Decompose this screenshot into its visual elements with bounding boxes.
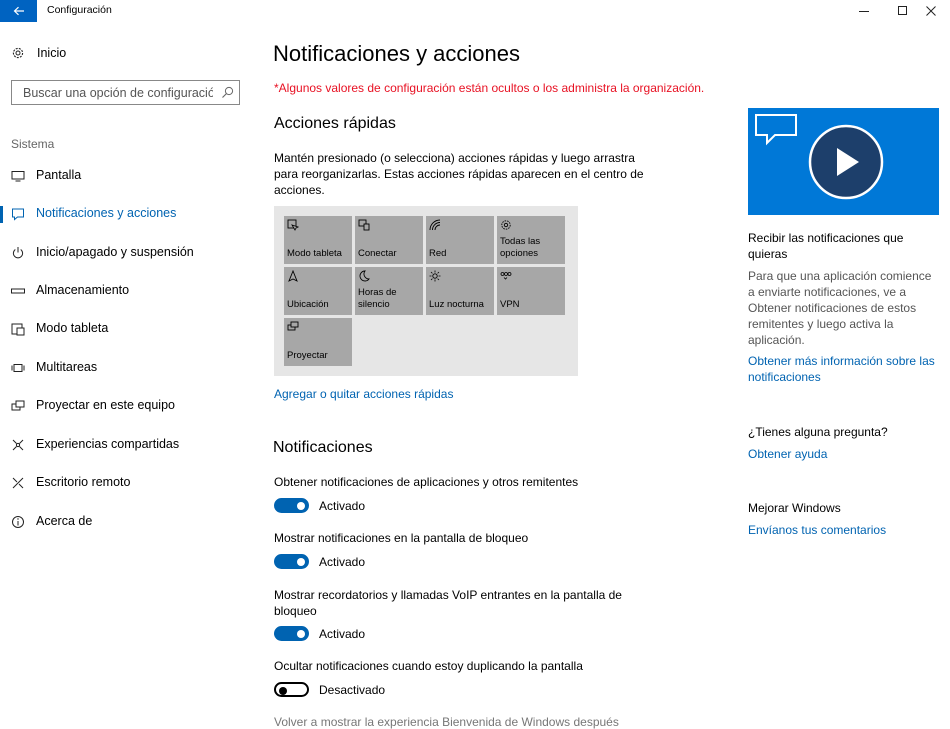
close-button[interactable] <box>912 0 950 22</box>
help-video[interactable] <box>748 108 939 215</box>
close-icon <box>926 6 936 16</box>
quick-action-tile[interactable] <box>355 267 423 315</box>
tile-label: Luz nocturna <box>429 299 484 310</box>
quick-action-tile[interactable] <box>426 267 494 315</box>
tile-label: Ubicación <box>287 299 329 310</box>
toggle-knob <box>297 558 305 566</box>
policy-warning: *Algunos valores de configuración están ocultos o los administra la organización. <box>274 81 705 95</box>
notifications-heading: Notificaciones <box>273 439 373 456</box>
sidebar-item-escritorio-remoto[interactable] <box>0 470 250 496</box>
sidebar-group-label: Sistema <box>11 137 55 151</box>
tablet-mode-icon <box>287 219 299 231</box>
sidebar-item-acerca-de[interactable] <box>0 509 250 535</box>
sidebar-item-label: Multitareas <box>36 360 98 374</box>
play-icon <box>748 108 939 215</box>
sidebar-item-modo-tableta[interactable] <box>0 316 250 342</box>
quick-action-tile[interactable] <box>284 267 352 315</box>
setting-label: Mostrar recordatorios y llamadas VoIP entrantes en la pantalla de bloqueo <box>274 588 622 618</box>
sidebar-item-multitareas[interactable] <box>0 355 250 381</box>
quick-action-tile[interactable] <box>284 216 352 264</box>
arrow-left-icon <box>13 6 25 16</box>
project-icon <box>11 399 25 413</box>
search-icon[interactable] <box>221 86 234 99</box>
get-help-link[interactable]: Obtener ayuda <box>748 447 828 461</box>
notification-icon <box>11 207 25 221</box>
edit-quick-actions-link[interactable]: Agregar o quitar acciones rápidas <box>274 387 454 401</box>
minimize-icon <box>859 6 869 16</box>
improve-heading: Mejorar Windows <box>748 501 841 515</box>
toggle-state: Activado <box>319 499 366 513</box>
sidebar-item-label: Inicio/apagado y suspensión <box>36 245 194 259</box>
quick-action-tile[interactable] <box>284 318 352 366</box>
toggle-knob <box>297 630 305 638</box>
sidebar-item-label: Proyectar en este equipo <box>36 398 175 412</box>
tile-label: VPN <box>500 299 520 310</box>
monitor-icon <box>11 169 25 183</box>
quick-actions-description: Mantén presionado (o selecciona) acciones rápidas y luego arrastra para reorganizarlas. Estas acciones rápidas aparecen en el centro de acciones. <box>274 151 644 197</box>
app-title: Configuración <box>47 4 112 16</box>
sidebar-item-almacenamiento[interactable] <box>0 278 250 304</box>
minimize-button[interactable] <box>845 0 883 22</box>
setting-label: Mostrar notificaciones en la pantalla de bloqueo <box>274 531 529 545</box>
maximize-icon <box>898 6 908 16</box>
tile-label: Modo tableta <box>287 248 342 259</box>
setting-label-cutoff: Volver a mostrar la experiencia Bienvenida de Windows después <box>274 715 619 729</box>
connect-icon <box>358 219 370 231</box>
power-icon <box>11 246 25 260</box>
sidebar-item-label: Notificaciones y acciones <box>36 206 177 220</box>
toggle-state: Desactivado <box>319 683 386 697</box>
back-button[interactable] <box>0 0 37 22</box>
storage-icon <box>11 284 25 298</box>
question-heading: ¿Tienes alguna pregunta? <box>748 425 888 439</box>
project-icon <box>287 321 299 333</box>
tablet-icon <box>11 322 25 336</box>
title-bar <box>0 0 950 22</box>
sidebar-item-proyectar[interactable] <box>0 393 250 419</box>
sidebar-item-notificaciones[interactable] <box>0 201 250 227</box>
toggle-state: Activado <box>319 627 366 641</box>
multitask-icon <box>11 361 25 375</box>
hide-when-duplicating-toggle[interactable] <box>274 682 309 697</box>
vpn-icon <box>500 270 512 282</box>
tile-label: Horas de silencio <box>358 287 397 310</box>
lockscreen-notifications-toggle[interactable] <box>274 554 309 569</box>
quick-action-tile[interactable] <box>497 267 565 315</box>
sidebar-item-label: Modo tableta <box>36 321 109 335</box>
quick-action-tile[interactable] <box>426 216 494 264</box>
toggle-state: Activado <box>319 555 366 569</box>
sidebar-home[interactable] <box>11 46 66 60</box>
quick-action-tile[interactable] <box>497 216 565 264</box>
search-input[interactable] <box>21 85 215 101</box>
page-title: Notificaciones y acciones <box>273 41 521 66</box>
video-heading: Recibir las notificaciones que quieras <box>748 231 904 261</box>
setting-label: Ocultar notificaciones cuando estoy duplicando la pantalla <box>274 659 583 673</box>
settings-icon <box>500 219 512 231</box>
setting-label: Obtener notificaciones de aplicaciones y otros remitentes <box>274 475 579 489</box>
toggle-knob <box>297 502 305 510</box>
sidebar-item-label: Escritorio remoto <box>36 475 131 489</box>
network-icon <box>429 219 441 231</box>
more-info-link[interactable]: Obtener más información sobre las notificaciones <box>748 354 935 384</box>
sidebar-item-experiencias[interactable] <box>0 432 250 458</box>
sidebar-item-label: Almacenamiento <box>36 283 130 297</box>
feedback-link[interactable]: Envíanos tus comentarios <box>748 523 887 537</box>
sun-icon <box>429 270 441 282</box>
sidebar-item-pantalla[interactable] <box>0 163 250 189</box>
remote-icon <box>11 476 25 490</box>
location-icon <box>287 270 299 282</box>
toggle-knob <box>279 687 287 695</box>
tile-label: Conectar <box>358 248 397 259</box>
info-icon <box>11 515 25 529</box>
tile-label: Proyectar <box>287 350 328 361</box>
sidebar-item-label: Experiencias compartidas <box>36 437 180 451</box>
gear-icon <box>11 46 25 60</box>
sidebar-home-label: Inicio <box>37 46 67 60</box>
tile-label: Red <box>429 248 447 259</box>
sidebar-item-inicio-apagado[interactable] <box>0 240 250 266</box>
tile-label: Todas las opciones <box>500 236 541 259</box>
moon-icon <box>358 270 370 282</box>
active-indicator <box>0 206 3 223</box>
quick-actions-heading: Acciones rápidas <box>274 115 396 132</box>
quick-actions-grid <box>274 206 578 376</box>
voip-reminders-toggle[interactable] <box>274 626 309 641</box>
share-icon <box>11 438 25 452</box>
video-description: Para que una aplicación comience a enviarte notificaciones, ve a Obtener notificaciones de estos remitentes y luego activa la aplicación. <box>748 269 932 347</box>
sidebar-item-label: Pantalla <box>36 168 82 182</box>
search-box[interactable] <box>11 80 240 105</box>
app-notifications-toggle[interactable] <box>274 498 309 513</box>
quick-action-tile[interactable] <box>355 216 423 264</box>
sidebar-item-label: Acerca de <box>36 514 93 528</box>
